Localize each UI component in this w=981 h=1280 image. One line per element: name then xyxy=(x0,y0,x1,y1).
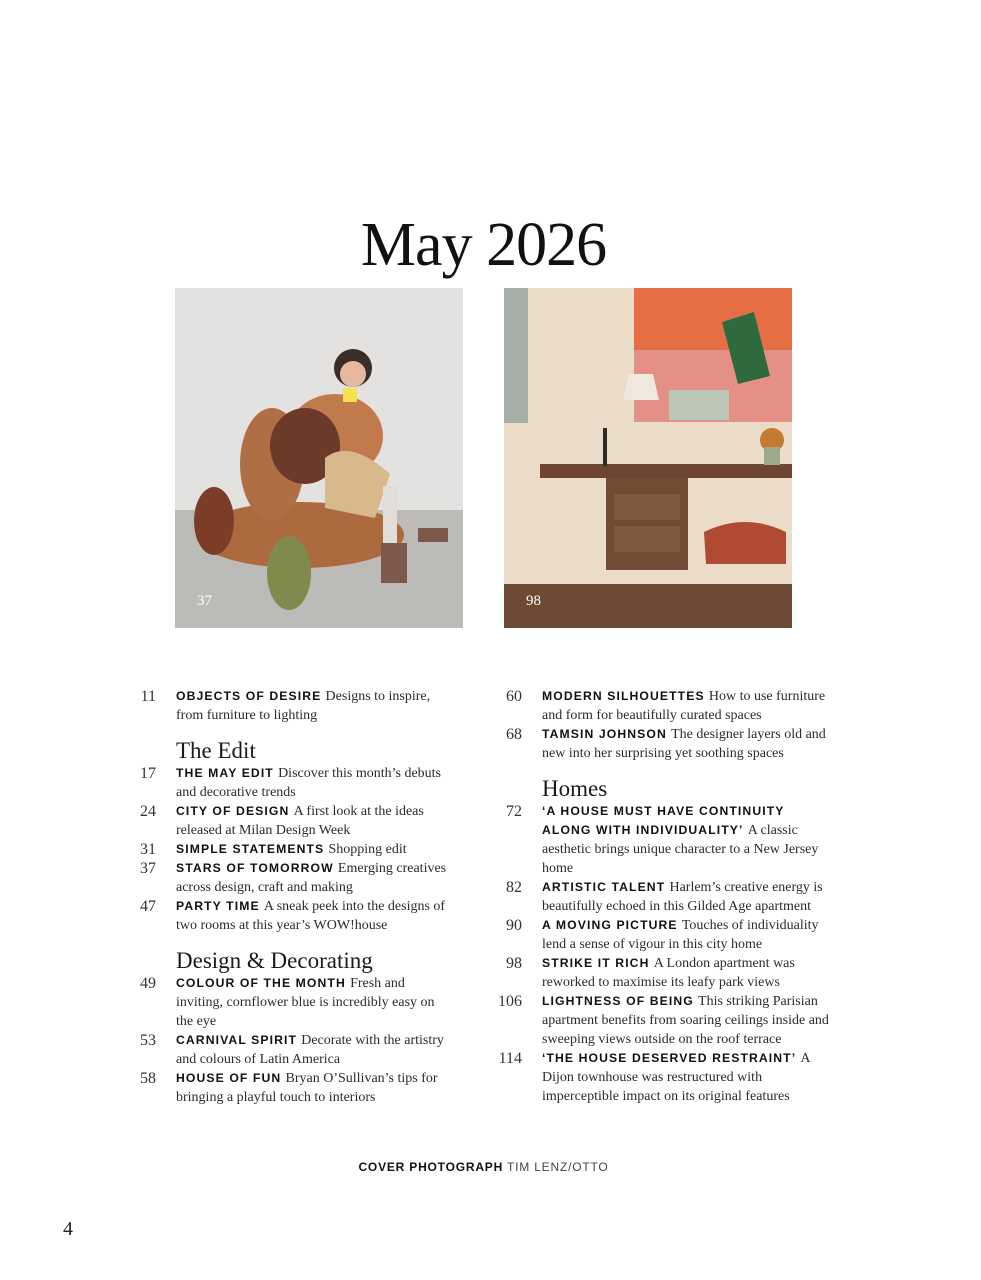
entry-description: A sneak peek into the designs of two rooms at this year’s WOW!house xyxy=(176,899,446,933)
section-heading: The Edit xyxy=(176,738,256,763)
entry-heading: MODERN SILHOUETTES xyxy=(542,689,705,703)
contents-entry[interactable] xyxy=(491,878,836,916)
entry-page-number: 11 xyxy=(140,688,156,705)
entry-heading: ‘A HOUSE MUST HAVE CONTINUITY ALONG WITH INDIVIDUALITY’ xyxy=(542,804,785,837)
contents-entry[interactable] xyxy=(491,954,836,992)
entry-page-number: 47 xyxy=(140,898,156,915)
contents-entry[interactable] xyxy=(491,916,836,954)
entry-page-number: 90 xyxy=(506,917,522,934)
page-folio: 4 xyxy=(63,1218,73,1240)
contents-right-column xyxy=(491,687,836,1106)
entry-heading: SIMPLE STATEMENTS xyxy=(176,842,325,856)
entry-heading: STARS OF TOMORROW xyxy=(176,861,334,875)
entry-heading: A MOVING PICTURE xyxy=(542,918,678,932)
contents-entry[interactable] xyxy=(125,802,455,840)
entry-page-number: 106 xyxy=(498,993,522,1010)
photo-page-number: 37 xyxy=(197,593,212,609)
entry-heading: STRIKE IT RICH xyxy=(542,956,650,970)
photo-page-number: 98 xyxy=(526,593,541,609)
entry-description: Harlem’s creative energy is beautifully echoed in this Gilded Age apartment xyxy=(542,880,823,914)
contents-entry[interactable] xyxy=(491,687,836,725)
entry-page-number: 49 xyxy=(140,975,156,992)
contents-entry[interactable] xyxy=(125,764,455,802)
entry-heading: HOUSE OF FUN xyxy=(176,1071,282,1085)
entry-description: A first look at the ideas released at Milan Design Week xyxy=(176,804,424,838)
entry-heading: THE MAY EDIT xyxy=(176,766,274,780)
entry-description: This striking Parisian apartment benefits from soaring ceilings inside and sweeping views outside on the roof terrace xyxy=(542,994,829,1047)
contents-entry[interactable] xyxy=(125,897,455,935)
contents-entry[interactable] xyxy=(125,687,455,725)
entry-page-number: 82 xyxy=(506,879,522,896)
entry-description: Emerging creatives across design, craft and making xyxy=(176,861,447,895)
entry-page-number: 58 xyxy=(140,1070,156,1087)
contents-entry[interactable] xyxy=(125,974,455,1031)
entry-page-number: 98 xyxy=(506,955,522,972)
entry-page-number: 24 xyxy=(140,803,156,820)
contents-entry[interactable] xyxy=(491,802,836,878)
entry-description: Discover this month’s debuts and decorative trends xyxy=(176,766,441,800)
contents-entry[interactable] xyxy=(125,1069,455,1107)
contents-entry[interactable] xyxy=(491,992,836,1049)
entry-heading: TAMSIN JOHNSON xyxy=(542,727,667,741)
feature-photo-interior[interactable] xyxy=(504,288,792,628)
entry-heading: OBJECTS OF DESIRE xyxy=(176,689,322,703)
entry-page-number: 114 xyxy=(498,1050,522,1067)
entry-page-number: 31 xyxy=(140,841,156,858)
entry-description: Shopping edit xyxy=(328,842,407,857)
cover-credit xyxy=(0,1160,967,1174)
entry-description: A London apartment was reworked to maximise its leafy park views xyxy=(542,956,795,990)
entry-description: A classic aesthetic brings unique character to a New Jersey home xyxy=(542,823,819,876)
entry-heading: ‘THE HOUSE DESERVED RESTRAINT’ xyxy=(542,1051,797,1065)
entry-page-number: 37 xyxy=(140,860,156,877)
feature-photo-chaise[interactable] xyxy=(175,288,463,628)
contents-entry[interactable] xyxy=(125,859,455,897)
entry-heading: ARTISTIC TALENT xyxy=(542,880,666,894)
contents-left-column xyxy=(125,687,455,1107)
interior-photo-illustration xyxy=(504,288,792,628)
entry-page-number: 53 xyxy=(140,1032,156,1049)
entry-description: How to use furniture and form for beautifully curated spaces xyxy=(542,689,826,723)
section-heading: Homes xyxy=(542,776,608,801)
contents-entry[interactable] xyxy=(491,725,836,763)
entry-page-number: 72 xyxy=(506,803,522,820)
entry-description: A Dijon townhouse was restructured with imperceptible impact on its original features xyxy=(542,1051,810,1104)
entry-heading: CITY OF DESIGN xyxy=(176,804,290,818)
contents-entry[interactable] xyxy=(125,840,455,859)
entry-description: Designs to inspire, from furniture to lighting xyxy=(176,689,431,723)
entry-description: Touches of individuality lend a sense of vigour in this city home xyxy=(542,918,819,952)
section-heading: Design & Decorating xyxy=(176,948,373,973)
entry-description: The designer layers old and new into her surprising yet soothing spaces xyxy=(542,727,826,761)
chaise-photo-illustration xyxy=(175,288,463,628)
page-title: May 2026 xyxy=(360,210,607,279)
entry-page-number: 60 xyxy=(506,688,522,705)
entry-description: Fresh and inviting, cornflower blue is incredibly easy on the eye xyxy=(176,976,435,1029)
entry-heading: CARNIVAL SPIRIT xyxy=(176,1033,298,1047)
entry-page-number: 68 xyxy=(506,726,522,743)
entry-heading: LIGHTNESS OF BEING xyxy=(542,994,694,1008)
entry-description: Decorate with the artistry and colours of Latin America xyxy=(176,1033,444,1067)
credit-label: COVER PHOTOGRAPH xyxy=(358,1160,504,1174)
entry-heading: COLOUR OF THE MONTH xyxy=(176,976,346,990)
entry-page-number: 17 xyxy=(140,765,156,782)
contents-entry[interactable] xyxy=(491,1049,836,1106)
contents-entry[interactable] xyxy=(125,1031,455,1069)
entry-heading: PARTY TIME xyxy=(176,899,260,913)
credit-name: TIM LENZ/OTTO xyxy=(507,1160,609,1174)
entry-description: Bryan O’Sullivan’s tips for bringing a playful touch to interiors xyxy=(176,1071,438,1105)
